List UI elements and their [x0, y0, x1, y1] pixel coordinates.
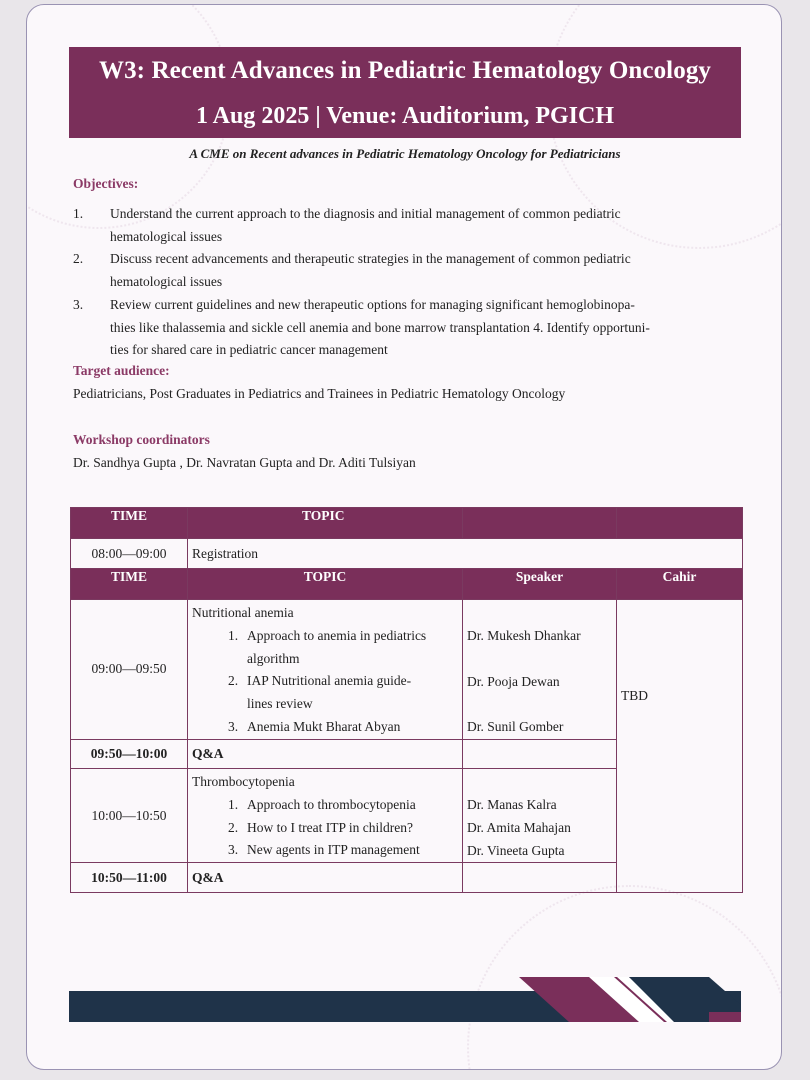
column-header-speaker: Speaker	[463, 569, 617, 600]
coordinators-heading: Workshop coordinators	[73, 432, 210, 447]
topic-cell: Q&A	[188, 739, 463, 768]
speaker-name: Dr. Sunil Gomber	[467, 719, 564, 735]
column-header-time: TIME	[71, 569, 188, 600]
chair-cell: TBD	[617, 600, 743, 893]
time-cell: 08:00—09:00	[71, 539, 188, 569]
target-audience-heading: Target audience:	[73, 363, 170, 378]
title-banner	[69, 47, 741, 138]
speaker-cell	[463, 739, 617, 768]
document-page	[26, 4, 782, 1070]
list-item: 2. IAP Nutritional anemia guide- lines review	[228, 673, 412, 712]
speaker-name: Dr. Pooja Dewan	[467, 673, 560, 689]
column-header-chair: Cahir	[617, 569, 743, 600]
column-header-time: TIME	[71, 508, 188, 539]
session-title: Nutritional anemia	[192, 605, 294, 620]
session-title: Thrombocytopenia	[192, 773, 295, 789]
stripe-tip	[709, 1012, 741, 1022]
list-item: 3. Anemia Mukt Bharat Abyan	[228, 718, 401, 734]
schedule-table	[70, 507, 743, 893]
topic-cell: Registration	[188, 539, 743, 569]
date-venue: 1 Aug 2025 | Venue: Auditorium, PGICH	[195, 103, 615, 129]
target-audience-text: Pediatricians, Post Graduates in Pediatrics and Trainees in Pediatric Hematology Oncology	[73, 386, 566, 401]
speaker-cell	[463, 863, 617, 893]
footer-stripe	[69, 977, 741, 1022]
column-header-speaker	[463, 508, 617, 539]
workshop-title: W3: Recent Advances in Pediatric Hematology Oncology	[98, 57, 712, 84]
topic-list	[192, 625, 458, 739]
topic-cell	[188, 600, 463, 740]
list-item: 1. Approach to anemia in pediatrics algorithm	[228, 627, 427, 666]
speaker-name: Dr. Vineeta Gupta	[467, 842, 565, 858]
time-cell: 10:50—11:00	[71, 863, 188, 893]
speaker-name: Dr. Amita Mahajan	[467, 819, 571, 835]
coordinators-text: Dr. Sandhya Gupta , Dr. Navratan Gupta and Dr. Aditi Tulsiyan	[73, 455, 416, 470]
time-cell: 09:50—10:00	[71, 739, 188, 768]
table-header-row	[71, 508, 743, 539]
subtitle: A CME on Recent advances in Pediatric Hematology Oncology for Pediatricians	[189, 146, 621, 161]
time-cell: 09:00—09:50	[71, 600, 188, 740]
list-item: 1. Understand the current approach to the diagnosis and initial management of common pediatric hematological issues	[73, 206, 621, 244]
speaker-cell	[463, 768, 617, 862]
speaker-name: Dr. Manas Kalra	[467, 796, 557, 812]
list-item: 3. New agents in ITP management	[228, 842, 420, 858]
topic-cell	[188, 768, 463, 862]
list-item: 2. How to I treat ITP in children?	[228, 819, 413, 835]
objectives-list	[73, 203, 745, 362]
column-header-chair	[617, 508, 743, 539]
list-item: 2. Discuss recent advancements and therapeutic strategies in the management of common pediatric hematological issues	[73, 251, 631, 290]
topic-cell: Q&A	[188, 863, 463, 893]
table-header-row	[71, 569, 743, 600]
table-row	[71, 600, 743, 740]
table-row	[71, 539, 743, 569]
speaker-cell	[463, 600, 617, 740]
objectives-heading: Objectives:	[73, 176, 139, 191]
topic-list	[192, 794, 458, 862]
time-cell: 10:00—10:50	[71, 768, 188, 862]
list-item: 3. Review current guidelines and new therapeutic options for managing significant hemoglobinopa- thies like thalassemia and sickle cell anemia and bone marrow transplantation 4. Identify opportuni- ties for shared care in pediatric cancer management	[73, 296, 650, 358]
list-item: 1. Approach to thrombocytopenia	[228, 796, 416, 812]
speaker-name: Dr. Mukesh Dhankar	[467, 628, 581, 643]
column-header-topic: TOPIC	[188, 569, 463, 600]
column-header-topic: TOPIC	[188, 508, 463, 539]
